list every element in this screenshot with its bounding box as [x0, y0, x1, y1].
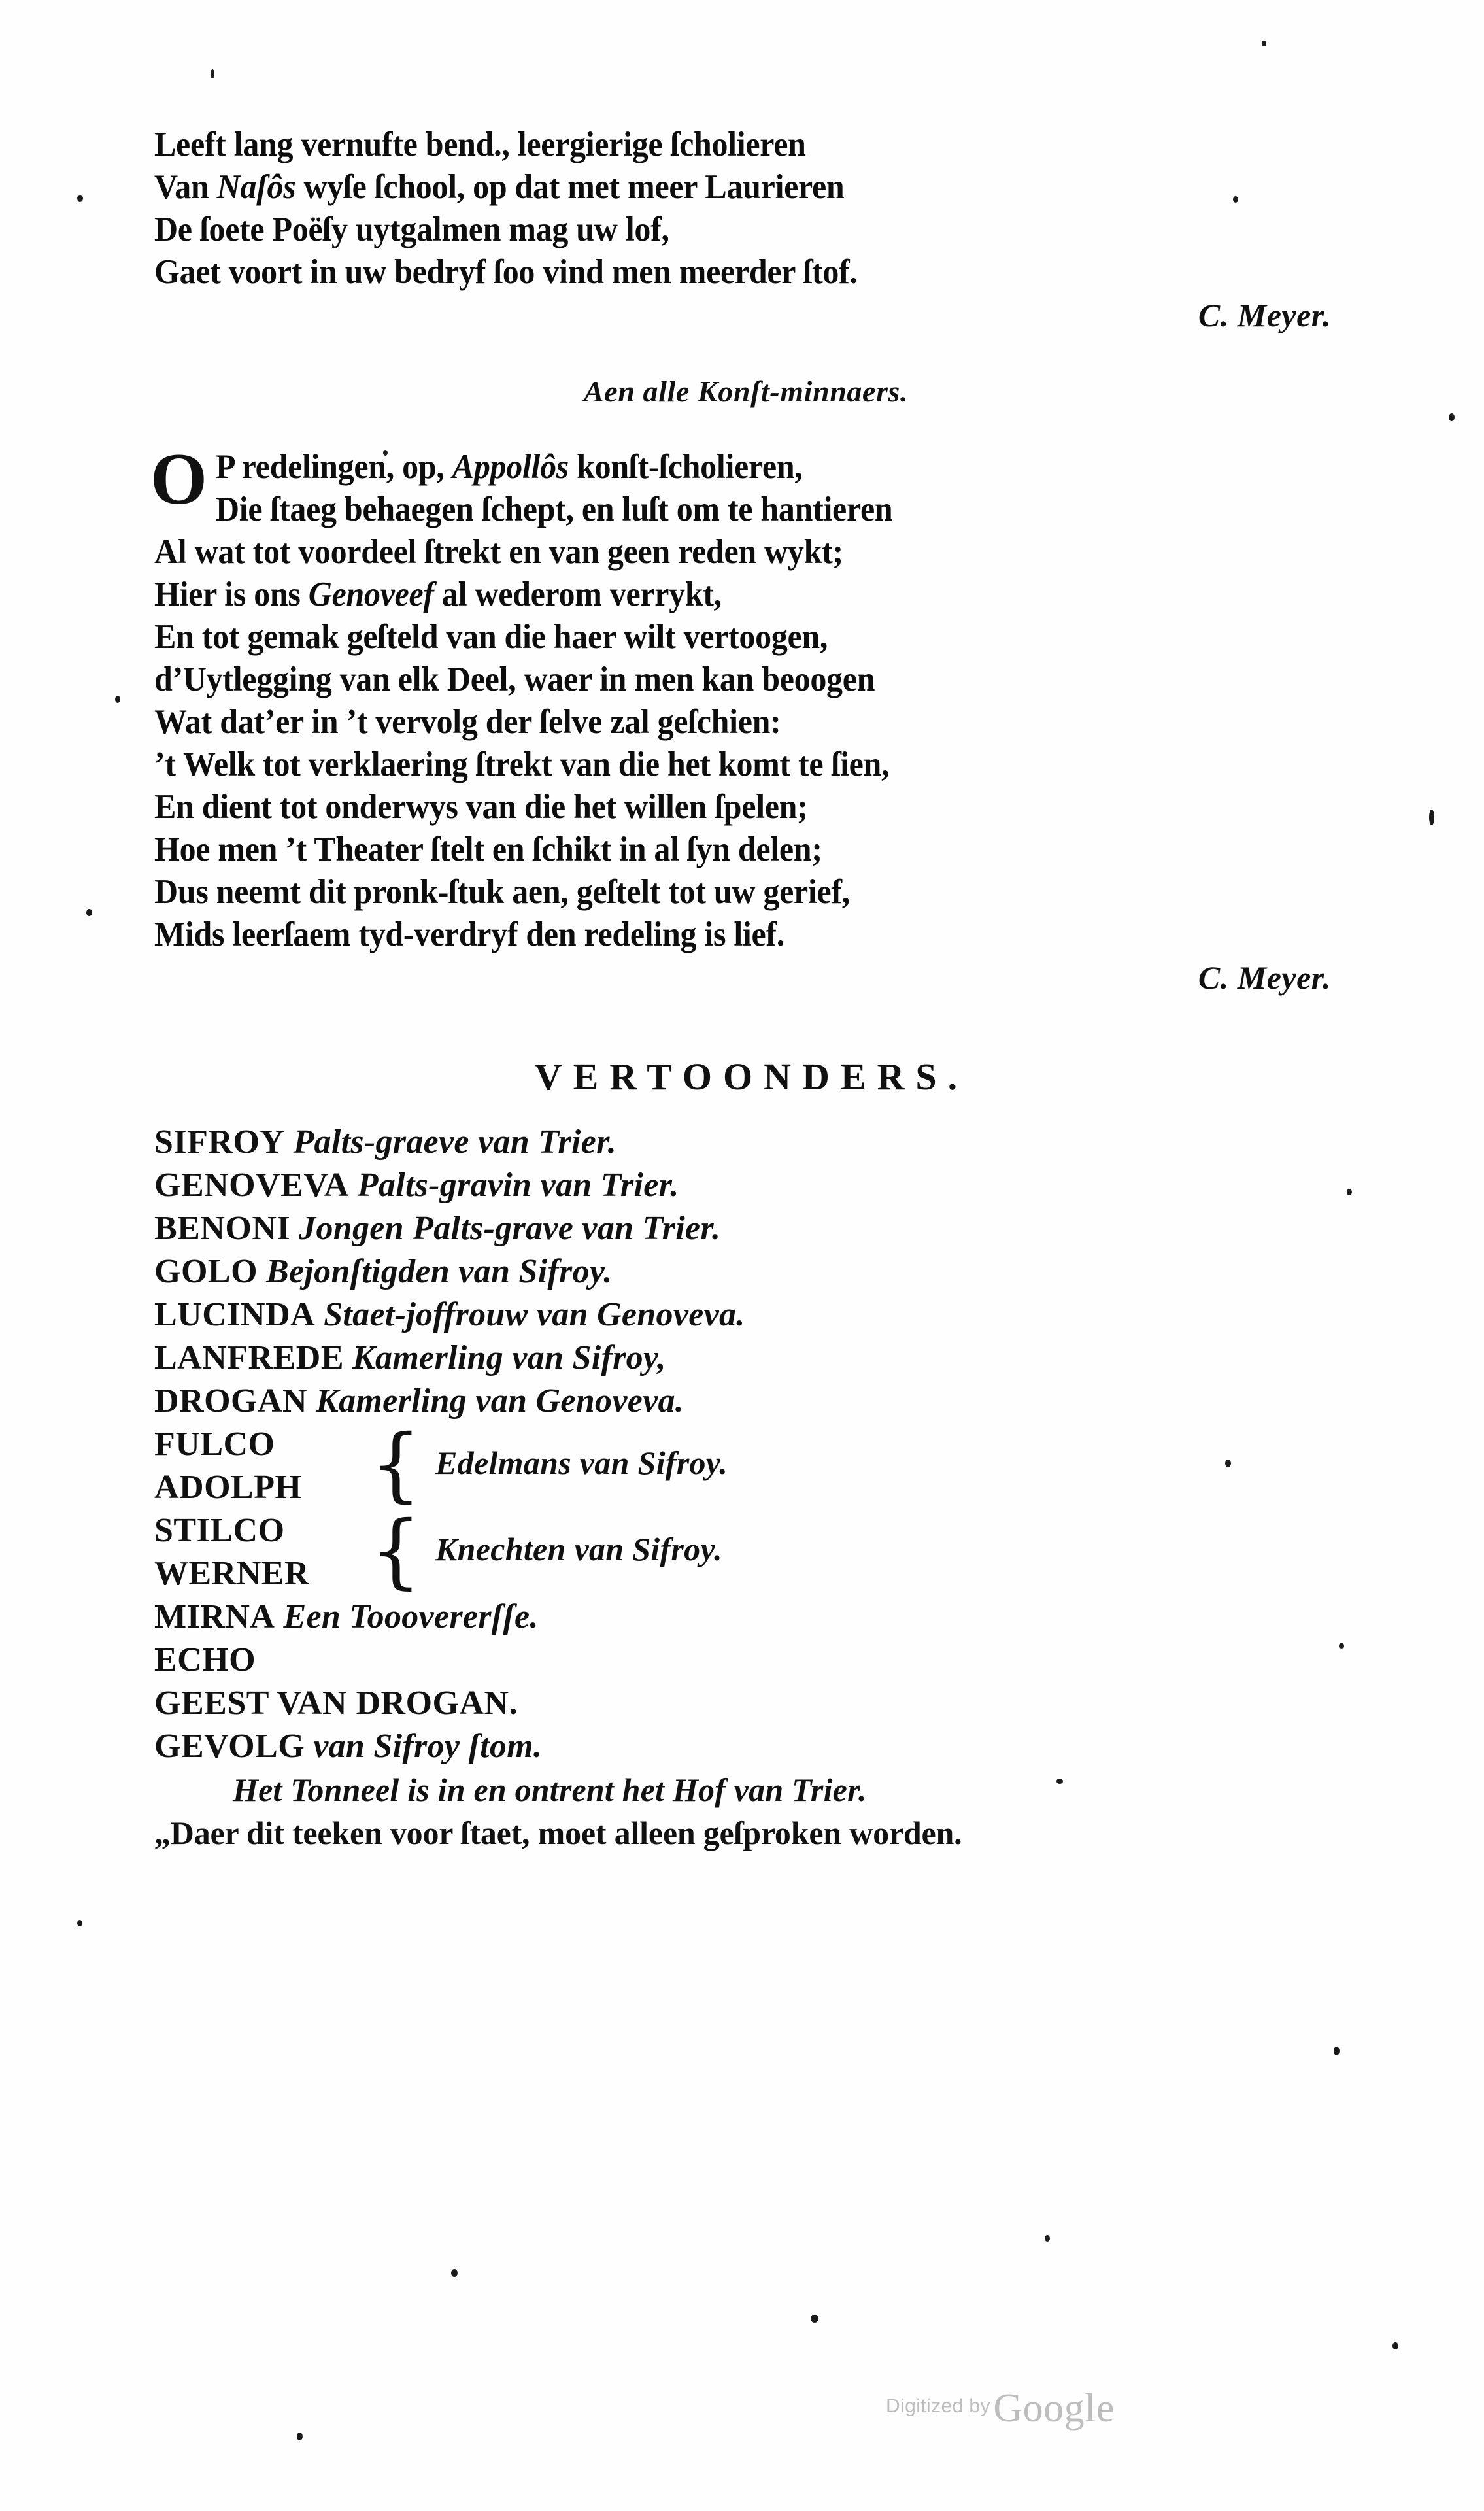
cast-role: Palts-gravin van Trier. [357, 1167, 679, 1204]
cast-name: LUCINDA [154, 1296, 316, 1333]
verse-line: En dient tot onderwys van die het willen ſpelen; [154, 787, 808, 826]
scan-speckle [211, 69, 214, 78]
verse-line: Dus neemt dit pronk-ſtuk aen, geſtelt tot uw gerief, [154, 872, 850, 911]
stage-setting-note: Het Tonneel is in en ontrent het Hof van Trier. [233, 1771, 867, 1808]
author-signature: C. Meyer. [1198, 959, 1331, 996]
cast-role: Een Tooovererſſe. [283, 1598, 539, 1635]
verse-line: Gaet voort in uw bedryf ſoo vind men meerder ſtof. [154, 252, 858, 291]
cast-entry [154, 1250, 1338, 1293]
cast-role: Bejonſtigden van Sifroy. [266, 1253, 613, 1290]
verse-line: Leeft lang vernufte bend., leergierige ſcholieren [154, 124, 806, 163]
scan-speckle [1262, 41, 1266, 46]
author-signature: C. Meyer. [1198, 297, 1331, 333]
cast-entry [154, 1682, 1338, 1725]
scan-speckle [1045, 2235, 1050, 2242]
cast-name: WERNER [154, 1555, 310, 1592]
verse-line: De ſoete Poëſy uytgalmen mag uw lof, [154, 209, 669, 248]
cast-role: Palts-graeve van Trier. [293, 1123, 617, 1161]
cast-name: GOLO [154, 1253, 258, 1290]
cast-name: DROGAN [154, 1382, 308, 1420]
scan-speckle [77, 195, 83, 202]
cast-name: BENONI [154, 1210, 291, 1247]
dedication-verse [154, 124, 1338, 336]
dropcap-stanza [150, 439, 1338, 532]
cast-name: GEEST VAN DROGAN. [154, 1684, 518, 1722]
cast-role: van Sifroy ſtom. [313, 1728, 543, 1765]
cast-name: GENOVEVA [154, 1167, 349, 1204]
verse-line: Van Naſôs wyſe ſchool, op dat met meer Laurieren [154, 167, 845, 206]
scan-speckle [115, 696, 120, 703]
verse-line: Wat dat’er in ’t vervolg der ſelve zal geſchien: [154, 702, 781, 741]
watermark-brand: Google [993, 2386, 1115, 2431]
scan-speckle [1347, 1189, 1352, 1195]
cast-entry [154, 1596, 1338, 1639]
verse-line: En tot gemak geſteld van die haer wilt vertoogen, [154, 617, 828, 656]
cast-name: FULCO [154, 1426, 275, 1463]
cast-braced-group [154, 1504, 1338, 1598]
verse-line: Die ſtaeg behaegen ſchept, en luſt om te hantieren [216, 489, 893, 528]
curly-brace-icon: { [370, 1418, 422, 1512]
scan-speckle [1334, 2047, 1340, 2055]
verse-line: ’t Welk tot verklaering ſtrekt van die het komt te ſien, [154, 744, 890, 783]
page-text-block [150, 124, 1338, 1854]
cast-role: Edelmans van Sifroy. [435, 1444, 728, 1481]
digitized-by-google-watermark [886, 2385, 1115, 2432]
address-heading: Aen alle Konſt-minnaers. [583, 375, 909, 408]
cast-role: Jongen Palts-grave van Trier. [299, 1210, 721, 1247]
speech-marker-footnote: „Daer dit teeken voor ſtaet, moet alleen geſproken worden. [154, 1815, 962, 1851]
verse-line: P redelingen, op, Appollôs konſt-ſcholieren, [216, 447, 803, 486]
cast-entry [154, 1337, 1338, 1380]
cast-name: SIFROY [154, 1123, 285, 1161]
scan-speckle [1392, 2342, 1398, 2349]
cast-heading: VERTOONDERS. [534, 1055, 969, 1098]
cast-role: Staet-joffrouw van Genoveva. [324, 1296, 745, 1333]
cast-name: ADOLPH [154, 1469, 302, 1506]
verse-line: Mids leerſaem tyd-verdryf den redeling is lief. [154, 914, 784, 953]
verse-line: d’Uytlegging van elk Deel, waer in men kan beoogen [154, 659, 875, 698]
cast-list [154, 1121, 1338, 1768]
cast-entry [154, 1639, 1338, 1682]
cast-name: LANFREDE [154, 1339, 345, 1376]
cast-entry [154, 1725, 1338, 1768]
watermark-prefix: Digitized by [886, 2395, 990, 2417]
cast-entry [154, 1121, 1338, 1164]
main-poem [150, 439, 1338, 999]
scan-speckle [77, 1920, 82, 1926]
cast-entry [154, 1164, 1338, 1207]
scan-speckle [1429, 810, 1434, 825]
cast-name: STILCO [154, 1512, 285, 1549]
cast-entry [154, 1293, 1338, 1337]
verse-line: Al wat tot voordeel ſtrekt en van geen reden wykt; [154, 532, 843, 571]
cast-entry [154, 1207, 1338, 1250]
cast-name: MIRNA [154, 1598, 275, 1635]
scan-speckle [811, 2315, 818, 2323]
cast-group-names [154, 1423, 301, 1509]
scan-speckle [451, 2269, 458, 2277]
scan-speckle [86, 909, 92, 916]
cast-braced-group [154, 1418, 1338, 1512]
cast-name: ECHO [154, 1641, 256, 1679]
cast-group-names [154, 1509, 309, 1596]
cast-role: Kamerling van Genoveva. [316, 1382, 684, 1420]
scan-speckle [1449, 413, 1455, 421]
cast-role: Knechten van Sifroy. [435, 1531, 722, 1567]
verse-line: Hier is ons Genoveef al wederom verrykt, [154, 574, 722, 613]
verse-line: Hoe men ’t Theater ſtelt en ſchikt in al ſyn delen; [154, 829, 822, 868]
cast-entry [154, 1380, 1338, 1423]
scan-speckle [1339, 1643, 1344, 1649]
cast-name: GEVOLG [154, 1728, 305, 1765]
cast-role: Kamerling van Sifroy, [352, 1339, 666, 1376]
curly-brace-icon: { [370, 1504, 422, 1598]
drop-cap-letter: O [150, 439, 208, 520]
scan-speckle [297, 2433, 303, 2440]
